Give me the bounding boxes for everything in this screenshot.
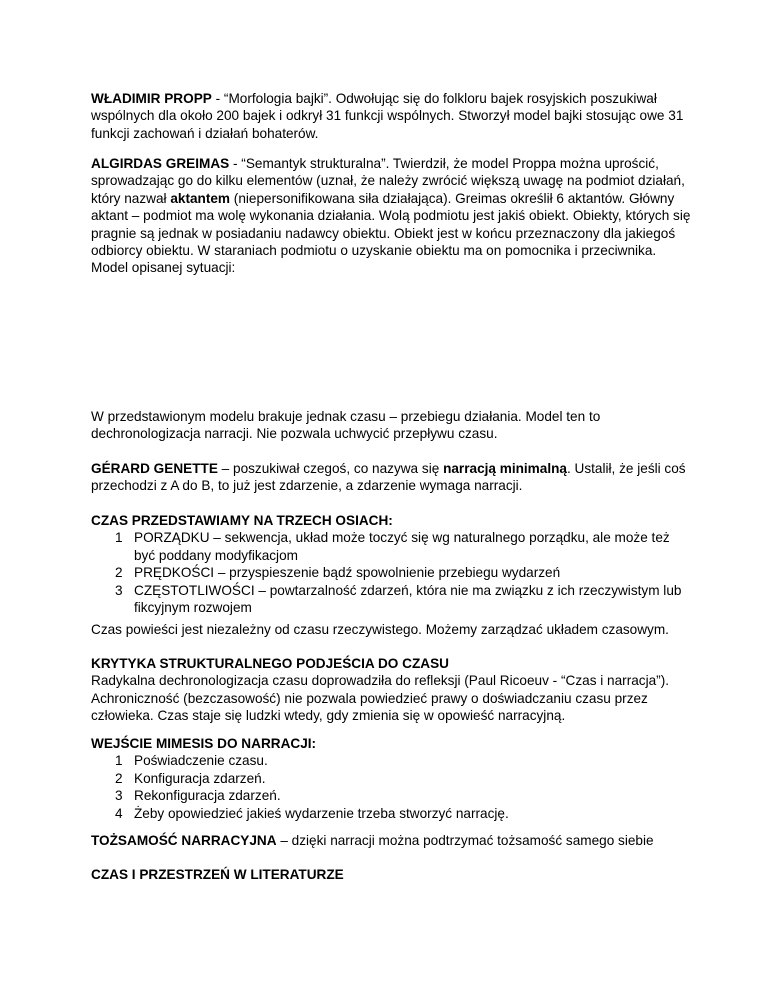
list-item-number: 3	[115, 788, 123, 804]
missing-time-paragraph: W przedstawionym modelu brakuje jednak czasu – przebiegu działania. Model ten to dechronologizacja narracji. Nie pozwala uchwycić przepływu czasu.	[91, 409, 601, 442]
propp-text: - “Morfologia bajki”. Odwołując się do folkloru bajek rosyjskich poszukiwał wspólnych dla około 200 bajek i odkrył 31 funkcji wspólnych. Stworzył model bajki stosując owe 31 funkcji zachowań i działań bohaterów.	[91, 91, 684, 141]
list-item	[91, 805, 691, 822]
genette-text-2: . Ustalił, że jeśli coś przechodzi z A do B, to już jest zdarzenie, a zdarzenie wymaga narracji.	[91, 461, 686, 494]
list-item-text: Konfiguracja zdarzeń.	[134, 770, 266, 786]
greimas-text-1: - “Semantyk strukturalna”. Twierdził, że model Proppa można uprościć, sprowadzając go do kilku elementów (uznał, że należy zwrócić większą uwagę na podmiot działań, który nazwał	[91, 156, 685, 206]
list-item	[91, 787, 691, 804]
list-item-text: Poświadczenie czasu.	[134, 753, 268, 769]
propp-paragraph	[91, 90, 691, 142]
greimas-term: aktantem	[170, 190, 231, 206]
mimesis-heading: WEJŚCIE MIMESIS DO NARRACJI:	[91, 736, 317, 751]
list-item-text: Rekonfiguracja zdarzeń.	[134, 788, 281, 804]
list-item-number: 4	[115, 805, 123, 821]
axes-section	[91, 512, 691, 616]
novel-time-paragraph: Czas powieści jest niezależny od czasu rzeczywistego. Możemy zarządzać układem czasowym.	[91, 622, 669, 637]
list-item	[91, 529, 691, 564]
list-item-text: CZĘSTOTLIWOŚCI – powtarzalność zdarzeń, która nie ma związku z ich rzeczywistym lub fikcyjnym rozwojem	[134, 582, 682, 616]
list-item-number: 3	[115, 582, 123, 598]
genette-name: GÉRARD GENETTE	[91, 461, 218, 476]
list-item-text: PRĘDKOŚCI – przyspieszenie bądź spowolnienie przebiegu wydarzeń	[134, 565, 561, 581]
list-item-number: 2	[115, 565, 123, 581]
list-item-text: Żeby opowiedzieć jakieś wydarzenie trzeba stworzyć narrację.	[134, 805, 509, 821]
list-item	[91, 752, 691, 769]
list-item-text: PORZĄDKU – sekwencja, układ może toczyć się wg naturalnego porządku, ale może też być poddany modyfikacjom	[134, 530, 670, 563]
mimesis-section	[91, 735, 691, 822]
list-item-number: 1	[115, 530, 123, 546]
critique-text: Radykalna dechronologizacja czasu doprowadziła do refleksji (Paul Ricoeuv - “Czas i narracja”). Achroniczność (bezczasowość) nie pozwala powiedzieć prawy o doświadczaniu czasu przez człowieka. Czas staje się ludzki wtedy, gdy zmienia się w opowieść narracyjną.	[91, 673, 669, 724]
genette-text-1: – poszukiwał czegoś, co nazywa się	[217, 461, 444, 476]
list-item-number: 2	[115, 770, 123, 786]
list-item-number: 1	[115, 753, 123, 769]
identity-name: TOŻSAMOŚĆ NARRACYJNA	[91, 833, 277, 848]
mimesis-list	[91, 752, 691, 822]
greimas-text-2: (niepersonifikowana siła działająca). Greimas określił 6 aktantów. Główny aktant – podmiot ma wolę wykonania działania. Wolą podmiotu jest jakiś obiekt. Obiekty, których się pragnie są jednak w posiadaniu nadawcy obiektu. Obiekt jest w końcu przeznaczony dla jakiegoś odbiorcy obiektu. W staraniach podmiotu o uzyskanie obiektu ma on pomocnika i przeciwnika. Model opisanej sytuacji:	[91, 190, 691, 276]
list-item	[91, 582, 691, 617]
critique-heading: KRYTYKA STRUKTURALNEGO PODJEŚCIA DO CZASU	[91, 656, 449, 671]
final-heading: CZAS I PRZESTRZEŃ W LITERATURZE	[91, 867, 344, 882]
genette-paragraph	[91, 460, 691, 495]
list-item	[91, 564, 691, 581]
list-item	[91, 770, 691, 787]
critique-section	[91, 655, 691, 725]
identity-paragraph	[91, 832, 691, 849]
genette-term: narracją minimalną	[443, 461, 567, 476]
axes-heading: CZAS PRZEDSTAWIAMY NA TRZECH OSIACH:	[91, 513, 393, 528]
identity-text: – dzięki narracji można podtrzymać tożsamość samego siebie	[276, 833, 654, 848]
greimas-paragraph	[91, 155, 691, 277]
axes-list	[91, 529, 691, 616]
propp-name: WŁADIMIR PROPP	[91, 91, 212, 106]
greimas-name: ALGIRDAS GREIMAS	[91, 156, 230, 171]
